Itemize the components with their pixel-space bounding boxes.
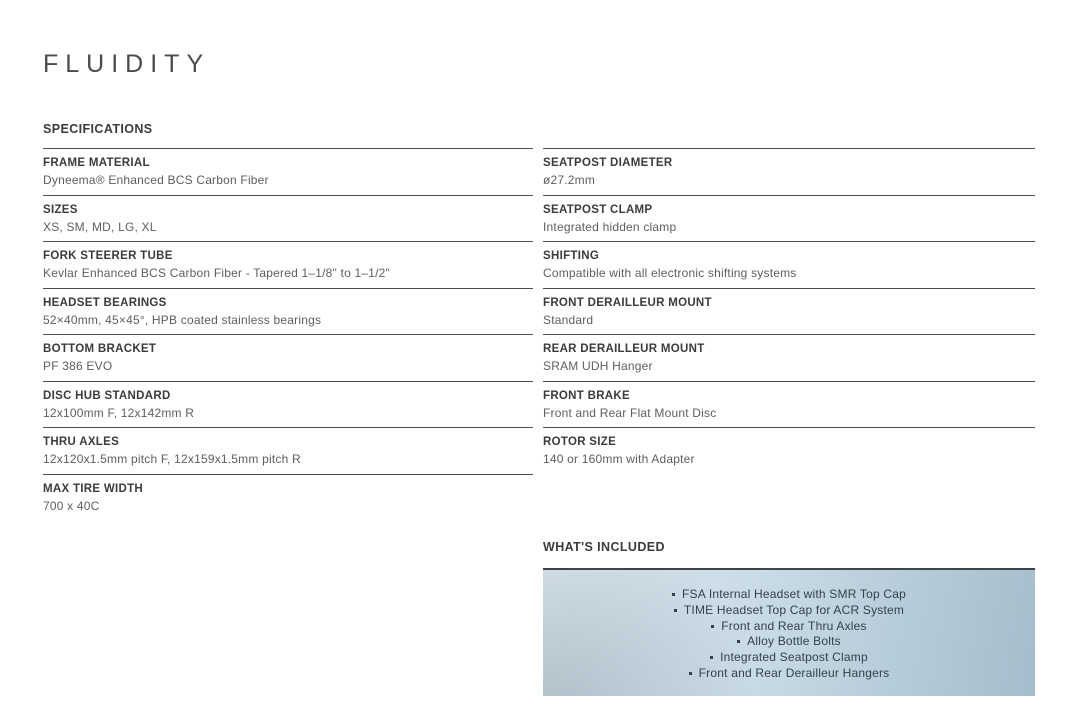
spec-row-frame-material xyxy=(43,148,533,195)
page-title: FLUIDITY xyxy=(43,50,211,78)
specs-column-left xyxy=(43,148,533,520)
spec-value: Compatible with all electronic shifting systems xyxy=(543,266,797,280)
specifications-heading: SPECIFICATIONS xyxy=(43,122,153,136)
spec-label: SIZES xyxy=(43,203,78,216)
whats-included-list xyxy=(543,587,1035,682)
spec-label: FRONT DERAILLEUR MOUNT xyxy=(543,296,712,309)
spec-row-sizes xyxy=(43,195,533,242)
spec-row-front-brake xyxy=(543,381,1035,428)
included-item: Front and Rear Thru Axles xyxy=(543,619,1035,635)
spec-row-rotor-size xyxy=(543,427,1035,474)
spec-value: Front and Rear Flat Mount Disc xyxy=(543,405,717,420)
spec-label: BOTTOM BRACKET xyxy=(43,343,157,355)
spec-row-shifting xyxy=(543,241,1035,288)
spec-value: Integrated hidden clamp xyxy=(543,219,677,234)
spec-row-thru-axles xyxy=(43,427,533,474)
spec-value: 700 x 40C xyxy=(43,498,100,513)
spec-label: MAX TIRE WIDTH xyxy=(43,482,144,495)
spec-label: HEADSET BEARINGS xyxy=(43,296,167,309)
spec-label: THRU AXLES xyxy=(43,436,120,448)
included-item: Alloy Bottle Bolts xyxy=(543,634,1035,650)
spec-label: SHIFTING xyxy=(543,250,600,262)
spec-label: SEATPOST DIAMETER xyxy=(543,157,673,169)
spec-value: 12x100mm F, 12x142mm R xyxy=(43,405,195,420)
spec-value: PF 386 EVO xyxy=(43,359,113,373)
spec-value: 52×40mm, 45×45°, HPB coated stainless bearings xyxy=(43,312,322,327)
spec-row-front-derailleur-mount xyxy=(543,288,1035,335)
spec-row-bottom-bracket xyxy=(43,334,533,381)
spec-value: Dyneema® Enhanced BCS Carbon Fiber xyxy=(43,173,269,187)
spec-label: FRAME MATERIAL xyxy=(43,157,150,169)
spec-label: SEATPOST CLAMP xyxy=(543,203,653,216)
spec-label: REAR DERAILLEUR MOUNT xyxy=(543,343,705,355)
spec-row-seatpost-diameter xyxy=(543,148,1035,195)
spec-row-disc-hub-standard xyxy=(43,381,533,428)
included-item: Front and Rear Derailleur Hangers xyxy=(543,666,1035,682)
spec-row-rear-derailleur-mount xyxy=(543,334,1035,381)
spec-value: Standard xyxy=(543,312,594,327)
spec-label: FRONT BRAKE xyxy=(543,389,630,402)
spec-value: 12x120x1.5mm pitch F, 12x159x1.5mm pitch R xyxy=(43,452,301,466)
included-item: FSA Internal Headset with SMR Top Cap xyxy=(543,587,1035,603)
spec-label: DISC HUB STANDARD xyxy=(43,389,171,402)
spec-label: FORK STEERER TUBE xyxy=(43,250,173,262)
included-item: TIME Headset Top Cap for ACR System xyxy=(543,603,1035,619)
spec-value: ø27.2mm xyxy=(543,173,596,187)
spec-value: Kevlar Enhanced BCS Carbon Fiber - Tapered 1–1/8" to 1–1/2" xyxy=(43,266,390,280)
included-item: Integrated Seatpost Clamp xyxy=(543,650,1035,666)
spec-label: ROTOR SIZE xyxy=(543,436,617,448)
spec-row-fork-steerer-tube xyxy=(43,241,533,288)
whats-included-heading: WHAT'S INCLUDED xyxy=(543,540,665,554)
whats-included-box xyxy=(543,568,1035,696)
spec-value: XS, SM, MD, LG, XL xyxy=(43,219,157,234)
spec-row-seatpost-clamp xyxy=(543,195,1035,242)
spec-value: 140 or 160mm with Adapter xyxy=(543,452,695,466)
specs-column-right xyxy=(543,148,1035,474)
spec-row-max-tire-width xyxy=(43,474,533,521)
spec-value: SRAM UDH Hanger xyxy=(543,359,653,373)
spec-row-headset-bearings xyxy=(43,288,533,335)
